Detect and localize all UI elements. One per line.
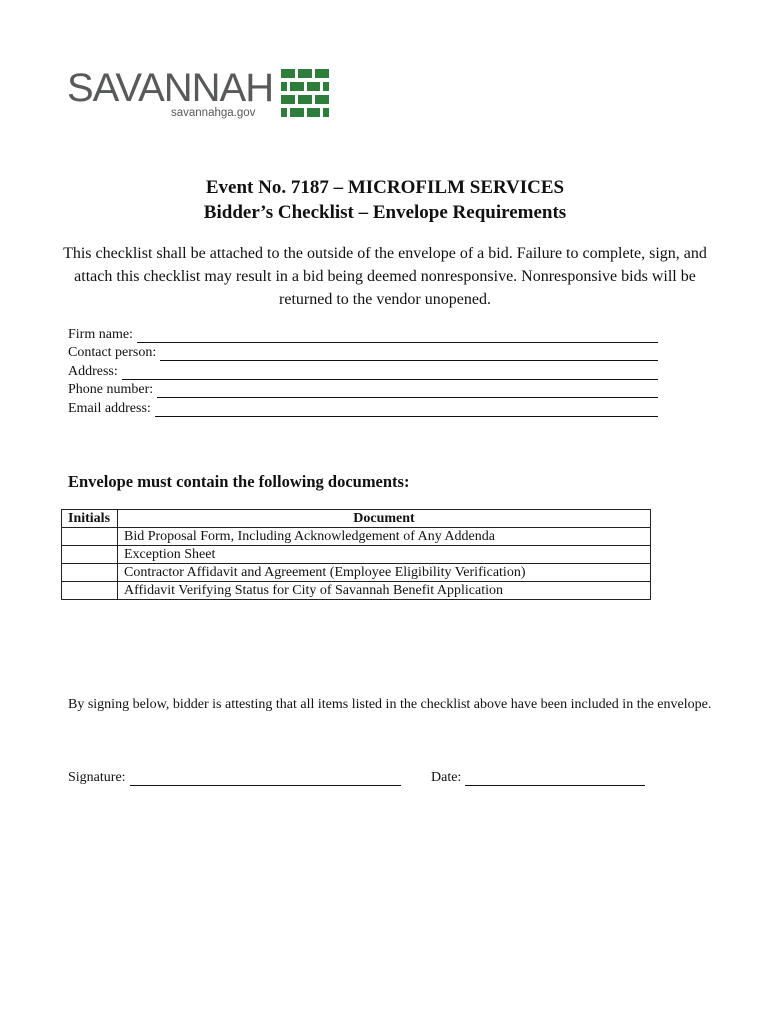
checklist-title: Bidder’s Checklist – Envelope Requirements <box>203 202 567 223</box>
date-line[interactable] <box>465 772 645 786</box>
signature-label: Signature: <box>68 770 126 785</box>
table-row <box>62 582 651 600</box>
initials-cell[interactable] <box>62 528 118 546</box>
attestation-text: By signing below, bidder is attesting that all items listed in the checklist above have been included in the envelope. <box>68 697 712 712</box>
contact-person-line[interactable] <box>160 347 658 361</box>
table-row <box>62 528 651 546</box>
document-cell: Bid Proposal Form, Including Acknowledgement of Any Addenda <box>118 528 651 546</box>
phone-number-line[interactable] <box>157 384 658 398</box>
initials-cell[interactable] <box>62 582 118 600</box>
phone-number-field[interactable] <box>68 380 658 399</box>
initials-cell[interactable] <box>62 564 118 582</box>
date-field[interactable] <box>431 770 645 786</box>
envelope-heading: Envelope must contain the following documents: <box>68 472 410 491</box>
document-cell: Exception Sheet <box>118 546 651 564</box>
firm-name-field[interactable] <box>68 324 658 343</box>
initials-cell[interactable] <box>62 546 118 564</box>
logo-wordmark: SAVANNAH <box>67 66 274 110</box>
field-label: Email address: <box>68 400 151 416</box>
logo-url: savannahga.gov <box>171 107 256 119</box>
table-row <box>62 546 651 564</box>
address-line[interactable] <box>122 366 658 380</box>
email-address-line[interactable] <box>155 403 658 417</box>
event-title: Event No. 7187 – MICROFILM SERVICES <box>205 177 565 198</box>
address-field[interactable] <box>68 361 658 380</box>
field-label: Firm name: <box>68 326 133 342</box>
table-row <box>62 564 651 582</box>
documents-table <box>61 509 651 600</box>
date-label: Date: <box>431 770 462 785</box>
document-cell: Contractor Affidavit and Agreement (Employee Eligibility Verification) <box>118 564 651 582</box>
field-label: Address: <box>68 363 118 379</box>
field-label: Phone number: <box>68 382 154 397</box>
field-label: Contact person: <box>68 345 157 360</box>
table-header-row <box>62 510 651 528</box>
firm-name-line[interactable] <box>137 329 658 343</box>
email-address-field[interactable] <box>68 398 658 417</box>
contact-fields <box>68 324 658 417</box>
brick-square-icon <box>281 69 329 117</box>
document-header: Document <box>118 510 651 528</box>
signature-field[interactable] <box>68 770 401 786</box>
intro-paragraph: This checklist shall be attached to the outside of the envelope of a bid. Failure to complete, sign, and attach this checklist may result in a bid being deemed nonresponsive. Nonresponsive bids will be returned to the vendor unopened. <box>63 245 707 308</box>
signature-line[interactable] <box>130 772 401 786</box>
document-cell: Affidavit Verifying Status for City of Savannah Benefit Application <box>118 582 651 600</box>
savannah-logo <box>67 66 332 122</box>
initials-header: Initials <box>62 510 118 528</box>
contact-person-field[interactable] <box>68 343 658 362</box>
